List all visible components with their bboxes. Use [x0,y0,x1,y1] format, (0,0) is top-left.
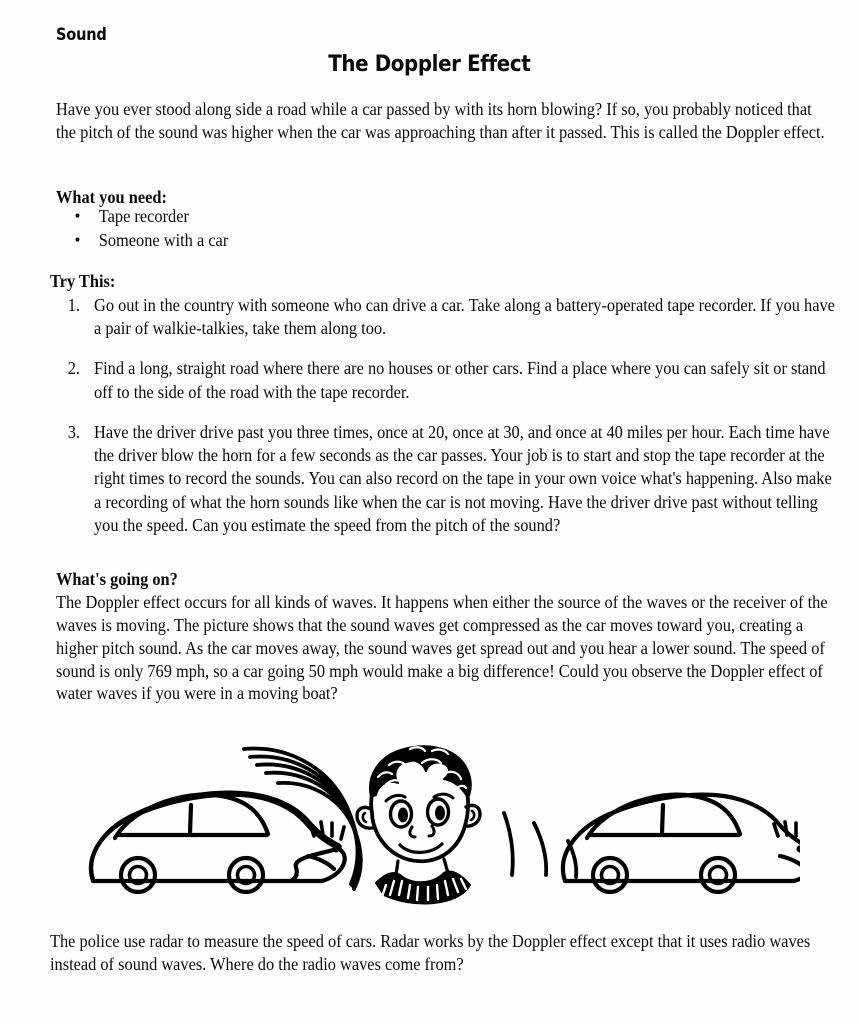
intro-paragraph: Have you ever stood along side a road while a car passed by with its horn blowing? If so, you probably noticed that the pitch of the sound was higher when the car was approaching than after it passed. This is called the Doppler effect. [56,99,825,142]
bullet-icon: • [74,206,81,226]
left-car-icon [91,793,345,892]
spread-sound-waves-icon [504,813,576,877]
right-car-icon [563,795,800,892]
closing-block [50,930,830,976]
page-title [0,52,859,77]
step-text: Go out in the country with someone who can drive a car. Take along a battery-operated tape recorder. If you have a pair of walkie-talkies, take them along too. [94,295,835,339]
list-item-label: Tape recorder [98,206,189,226]
list-item [56,421,836,537]
step-text: Have the driver drive past you three times, once at 20, once at 30, and once at 40 miles per hour. Each time have the driver blow the horn for a few seconds as the car passes. Your job is to start and stop the tape recorder at the right times to record the sounds. You can also record on the tape in your own voice what's happening. Also make a recording of what the horn sounds like when the car is not moving. Have the driver drive past without telling you the speed. Can you estimate the speed from the pitch of the sound? [94,421,832,535]
intro-block [56,98,830,144]
step-number: 2. [67,358,80,379]
closing-paragraph: The police use radar to measure the speed of cars. Radar works by the Doppler effect except that it uses radio waves instead of sound waves. Where do the radio waves come from? [50,931,811,974]
section-kicker: Sound [56,25,107,44]
doppler-illustration [60,735,800,920]
procedure-list [56,294,836,554]
bullet-icon: • [74,229,81,250]
explanation-paragraph: The Doppler effect occurs for all kinds of waves. It happens when either the source of the waves or the receiver of the waves is moving. The picture shows that the sound waves get compressed as the car moves toward you, creating a higher pitch sound. As the car moves away, the sound waves get spread out and you hear a lower sound. The speed of sound is only 769 mph, so a car going 50 mph would make a big difference! Could you observe the Doppler effect of water waves if you were in a moving boat? [56,592,828,704]
doppler-illustration-svg [60,735,800,920]
step-number: 1. [67,295,80,315]
step-number: 3. [67,421,80,442]
step-text: Find a long, straight road where there are no houses or other cars. Find a place where you can safely sit or stand off to the side of the road with the tape recorder. [94,358,826,402]
list-item-label: Someone with a car [98,229,229,250]
materials-list [56,205,456,252]
explanation-block [56,591,830,705]
list-item [56,294,836,340]
list-item [56,229,428,253]
materials-heading: What you need: [56,187,167,207]
list-item [56,205,428,229]
list-item [56,357,836,403]
page-title-text: The Doppler Effect [328,52,531,77]
listener-face-icon [357,746,480,903]
procedure-heading: Try This: [50,271,116,291]
explanation-heading: What's going on? [56,569,178,589]
